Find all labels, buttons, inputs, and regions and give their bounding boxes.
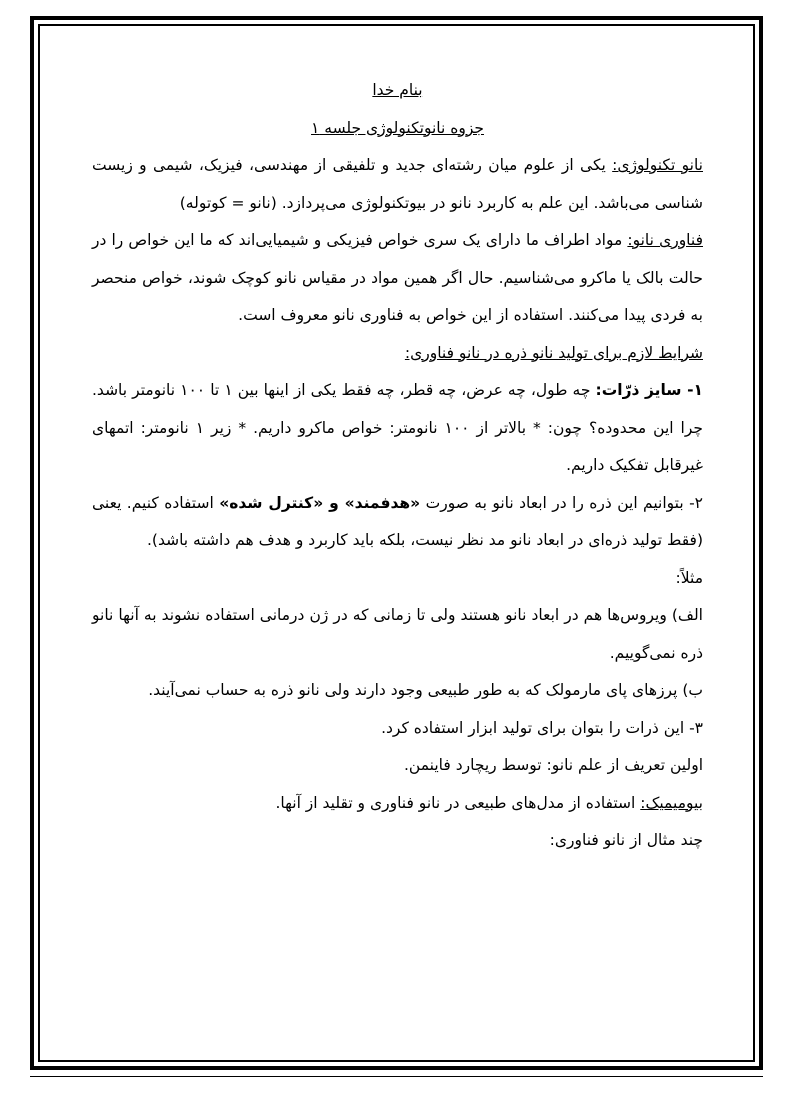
document-title	[92, 110, 703, 148]
conditions-heading	[92, 335, 703, 373]
paragraph-nano-fanavari	[92, 222, 703, 335]
condition-2-and: و	[323, 493, 345, 512]
example-a: الف) ویروس‌ها هم در ابعاد نانو هستند ولی تا زمانی که در ژن درمانی استفاده نشوند به آنها نانو ذره نمی‌گوییم.	[92, 606, 703, 662]
examples-intro: چند مثال از نانو فناوری:	[549, 831, 703, 849]
condition-1-number: ۱-	[681, 381, 704, 399]
conditions-heading-text: شرایط لازم برای تولید نانو ذره در نانو فناوری:	[404, 343, 703, 362]
condition-1-title: سایز ذرّات:	[595, 381, 682, 399]
first-definition: اولین تعریف از علم نانو: توسط ریچارد فاینمن.	[404, 756, 703, 774]
condition-2-text-b: استفاده کنیم. یعنی (فقط تولید ذره‌ای در ابعاد نانو مد نظر نیست، بلکه باید کاربرد و هدف هم داشته باشد).	[92, 493, 703, 549]
condition-1	[92, 372, 703, 485]
condition-1-text: چه طول، چه عرض، چه قطر، چه فقط یکی از اینها بین ۱ تا ۱۰۰ نانومتر باشد. چرا این محدوده؟ چون: * بالاتر از ۱۰۰ نانومتر: خواص ماکرو داریم. * زیر ۱ نانومتر: اتمهای غیرقابل تفکیک داریم.	[92, 381, 703, 474]
bismillah-heading	[92, 72, 703, 110]
condition-2-bold-targeted: «هدفمند»	[344, 493, 421, 512]
example-label: مثلاً:	[675, 568, 703, 587]
condition-2-text-a: ۲- بتوانیم این ذره را در ابعاد نانو به صورت	[420, 493, 703, 512]
condition-2-bold-controlled: «کنترل شده»	[219, 493, 324, 512]
term-biomimetic: بیومیمیک:	[640, 793, 703, 812]
definition-biomimetic: استفاده از مدل‌های طبیعی در نانو فناوری و تقلید از آنها.	[275, 793, 641, 812]
page-base-line	[30, 1076, 763, 1077]
term-nanotechnology: نانو تکنولوژی:	[612, 156, 703, 174]
example-b: ب) پرزهای پای مارمولک که به طور طبیعی وجود دارند ولی نانو ذره به حساب نمی‌آیند.	[148, 681, 703, 699]
paragraph-biomimetic	[92, 785, 703, 823]
definition-nanotechnology: یکی از علوم میان رشته‌ای جدید و تلفیقی از مهندسی، فیزیک، شیمی و زیست شناسی می‌باشد. این علم به کاربرد نانو در بیوتکنولوژی می‌پردازد. (نانو = کوتوله)	[92, 156, 703, 212]
document-title-text: جزوه نانوتکنولوژی جلسه ۱	[311, 118, 484, 137]
bismillah-text: بنام خدا	[372, 81, 423, 99]
condition-2	[92, 485, 703, 560]
definition-nano-fanavari: مواد اطراف ما دارای یک سری خواص فیزیکی و شیمیایی‌اند که ما این خواص را در حالت بالک یا ماکرو می‌شناسیم. حال اگر همین مواد در مقیاس نانو کوچک شوند، خواص منحصر به فردی پیدا می‌کنند. استفاده از این خواص به فناوری نانو معروف است.	[92, 231, 703, 324]
paragraph-nanotechnology	[92, 147, 703, 222]
document-body	[92, 72, 703, 860]
term-nano-fanavari: فناوری نانو:	[627, 231, 703, 249]
condition-3: ۳- این ذرات را بتوان برای تولید ابزار استفاده کرد.	[381, 718, 703, 737]
